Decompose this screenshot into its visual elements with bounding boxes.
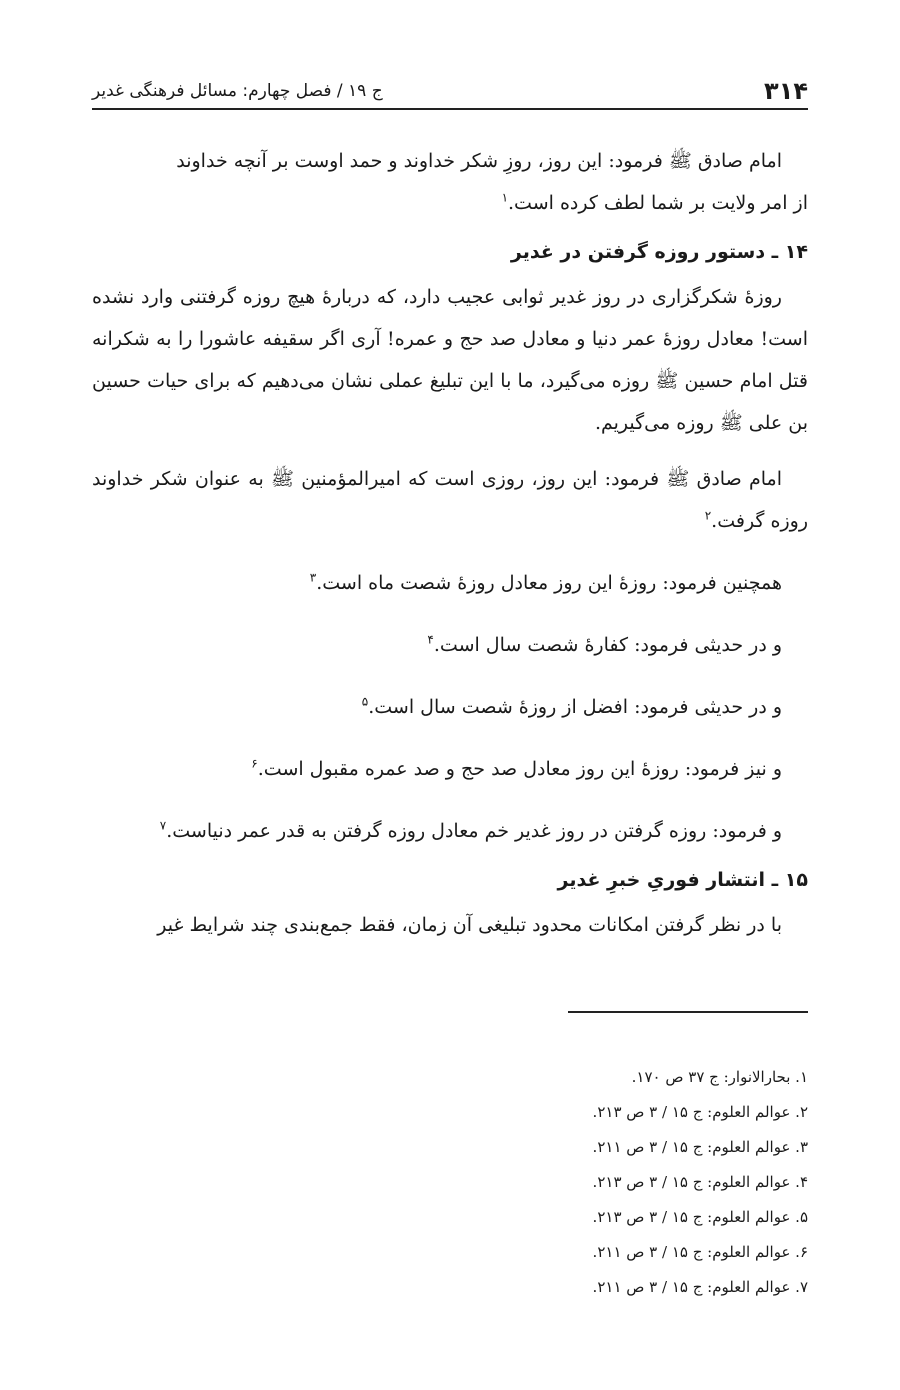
footnote-item: ۱. بحارالانوار: ج ۳۷ ص ۱۷۰. (631, 1068, 808, 1086)
section-14-paragraph-1 (92, 276, 808, 444)
hadith-4-text: و در حدیثی فرمود: کفارهٔ شصت سال است. (433, 634, 782, 656)
hadith-7 (92, 810, 808, 852)
hadith-5 (92, 686, 808, 728)
section-15-paragraph-1 (92, 904, 808, 946)
section-14-text-1: روزهٔ شکرگزاری در روز غدیر ثوابی عجیب دارد، که دربارهٔ هیچ روزه گرفتنی وارد نشده است! معادل روزهٔ عمر دنیا و معادل صد حج و عمره! آری اگر سقیفه عاشورا را به شکرانه قتل امام حسین ﷺ روزه می‌گیرد، ما با این تبلیغ عملی نشان می‌دهیم که برای حیات حسین بن علی ﷺ روزه می‌گیریم. (92, 286, 808, 434)
intro-text-line1: امام صادق ﷺ فرمود: این روز، روزِ شکر خداوند و حمد اوست بر آنچه خداوند (176, 150, 782, 172)
section-15-text-1: با در نظر گرفتن امکانات محدود تبلیغی آن زمان، فقط جمع‌بندی چند شرایط غیر (157, 914, 782, 936)
running-title: ج ۱۹ / فصل چهارم: مسائل فرهنگی غدیر (92, 81, 383, 101)
footnote-ref-3[interactable]: ۳ (309, 570, 317, 585)
hadith-6 (92, 748, 808, 790)
hadith-7-text: و فرمود: روزه گرفتن در روز غدیر خم معادل روزه گرفتن به قدر عمر دنیاست. (166, 820, 782, 842)
body-text (92, 140, 808, 946)
page-number: ۳۱۴ (764, 77, 808, 105)
footnote-item: ۴. عوالم العلوم: ج ۱۵ / ۳ ص ۲۱۳. (592, 1173, 808, 1191)
footnote-item: ۲. عوالم العلوم: ج ۱۵ / ۳ ص ۲۱۳. (592, 1103, 808, 1121)
intro-text-line2: از امر ولایت بر شما لطف کرده است. (508, 192, 808, 214)
footnote-item: ۵. عوالم العلوم: ج ۱۵ / ۳ ص ۲۱۳. (592, 1208, 808, 1226)
footnote-ref-7[interactable]: ۷ (159, 818, 167, 833)
section-14-heading: ۱۴ ـ دستور روزه گرفتن در غدیر (510, 241, 808, 263)
footnote-ref-2[interactable]: ۲ (704, 508, 712, 523)
footnote-item: ۷. عوالم العلوم: ج ۱۵ / ۳ ص ۲۱۱. (592, 1278, 808, 1296)
footnote-divider (568, 1011, 808, 1013)
footnote-ref-1[interactable]: ۱ (501, 190, 509, 205)
intro-paragraph-line2 (92, 182, 808, 224)
hadith-3 (92, 562, 808, 604)
footnote-item: ۶. عوالم العلوم: ج ۱۵ / ۳ ص ۲۱۱. (592, 1243, 808, 1261)
hadith-3-text: همچنین فرمود: روزهٔ این روز معادل روزهٔ شصت ماه است. (316, 572, 782, 594)
section-15-heading: ۱۵ ـ انتشار فوریِ خبرِ غدیر (557, 869, 808, 891)
footnote-ref-6[interactable]: ۶ (251, 756, 258, 771)
section-14-paragraph-2 (92, 458, 808, 542)
book-page (92, 0, 808, 1390)
hadith-4 (92, 624, 808, 666)
footnote-ref-4[interactable]: ۴ (427, 632, 434, 647)
hadith-6-text: و نیز فرمود: روزهٔ این روز معادل صد حج و صد عمره مقبول است. (257, 758, 782, 780)
section-14-text-2: امام صادق ﷺ فرمود: این روز، روزی است که امیرالمؤمنین ﷺ به عنوان شکر خداوند روزه گرفت. (92, 468, 808, 532)
footnotes-list (92, 1060, 808, 1305)
running-head (92, 72, 808, 110)
footnote-ref-5[interactable]: ۵ (361, 694, 369, 709)
footnote-item: ۳. عوالم العلوم: ج ۱۵ / ۳ ص ۲۱۱. (592, 1138, 808, 1156)
hadith-5-text: و در حدیثی فرمود: افضل از روزهٔ شصت سال است. (368, 696, 782, 718)
intro-paragraph-line1 (92, 140, 808, 182)
